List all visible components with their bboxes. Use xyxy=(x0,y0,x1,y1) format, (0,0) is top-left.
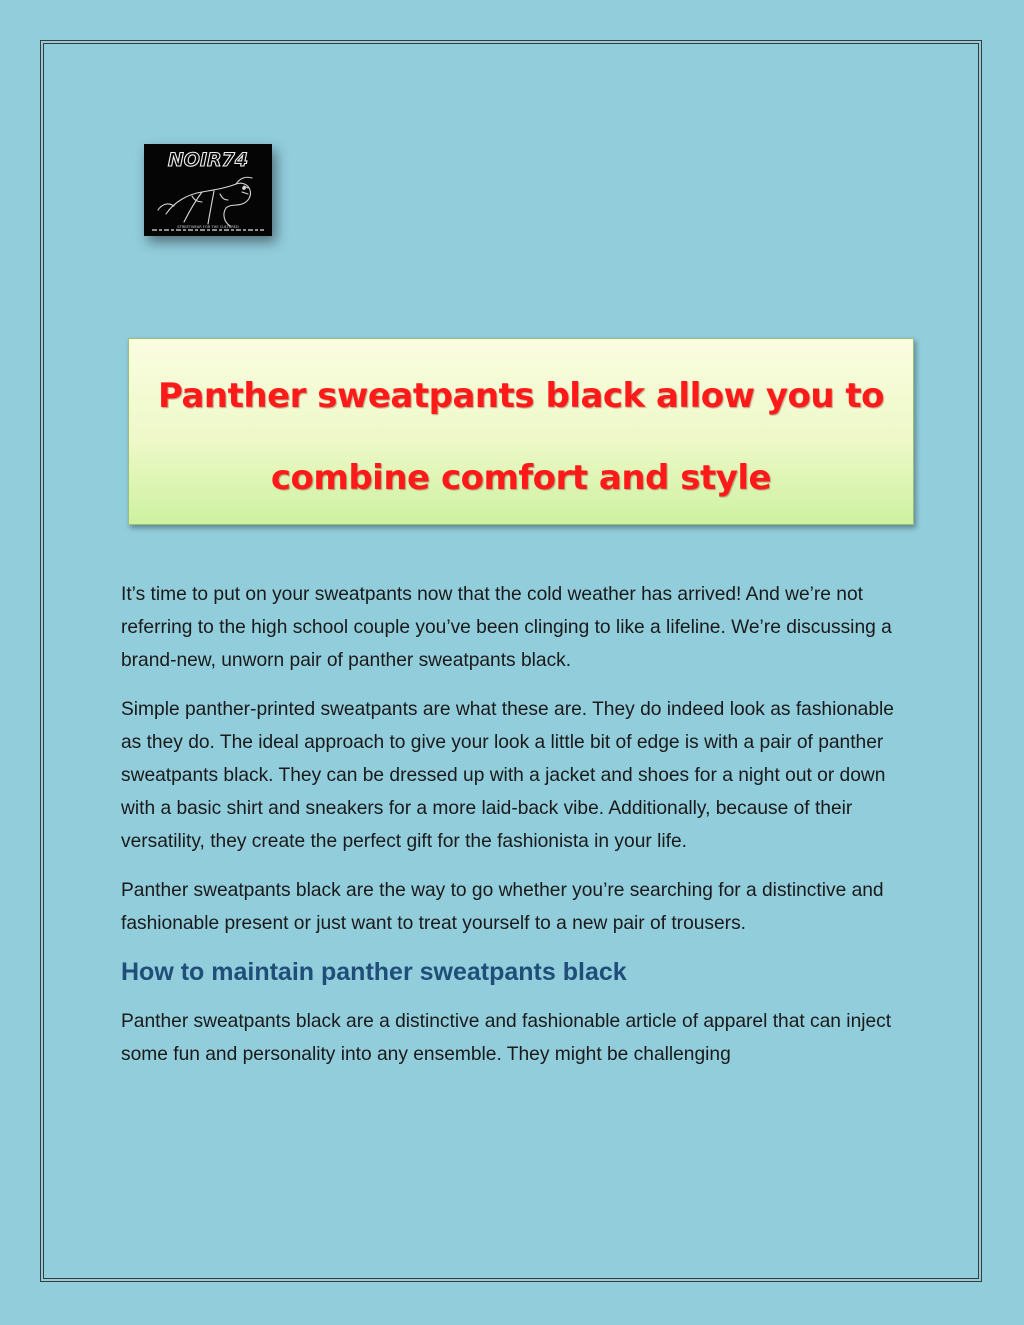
brand-logo xyxy=(144,144,272,236)
section-heading: How to maintain panther sweatpants black xyxy=(121,958,627,986)
title-line-2: combine comfort and style xyxy=(270,458,772,498)
paragraph-intro: It’s time to put on your sweatpants now that the cold weather has arrived! And we’re not referring to the high school couple you’ve been clinging to like a lifeline. We’re discussing a brand-new, unworn pair of panther sweatpants black. xyxy=(121,584,892,671)
paragraph-maintain: Panther sweatpants black are a distinctive and fashionable article of apparel that can inject some fun and personality into any ensemble. They might be challenging xyxy=(121,1011,892,1065)
document-title xyxy=(129,339,913,519)
logo-tagline: STREETWEAR FOR THE CULTURED xyxy=(177,225,239,229)
logo-wordmark: NOIR74 xyxy=(167,149,249,171)
panther-logo-icon xyxy=(144,144,272,236)
article-body xyxy=(121,578,911,1087)
title-banner xyxy=(128,338,914,525)
title-line-1: Panther sweatpants black allow you to xyxy=(157,376,885,416)
paragraph-gift: Panther sweatpants black are the way to go whether you’re searching for a distinctive and fashionable present or just want to treat yourself to a new pair of trousers. xyxy=(121,880,884,934)
paragraph-description: Simple panther-printed sweatpants are what these are. They do indeed look as fashionable as they do. The ideal approach to give your look a little bit of edge is with a pair of panther sweatpants black. They can be dressed up with a jacket and shoes for a night out or down with a basic shirt and sneakers for a more laid-back vibe. Additionally, because of their versatility, they create the perfect gift for the fashionista in your life. xyxy=(121,699,894,852)
